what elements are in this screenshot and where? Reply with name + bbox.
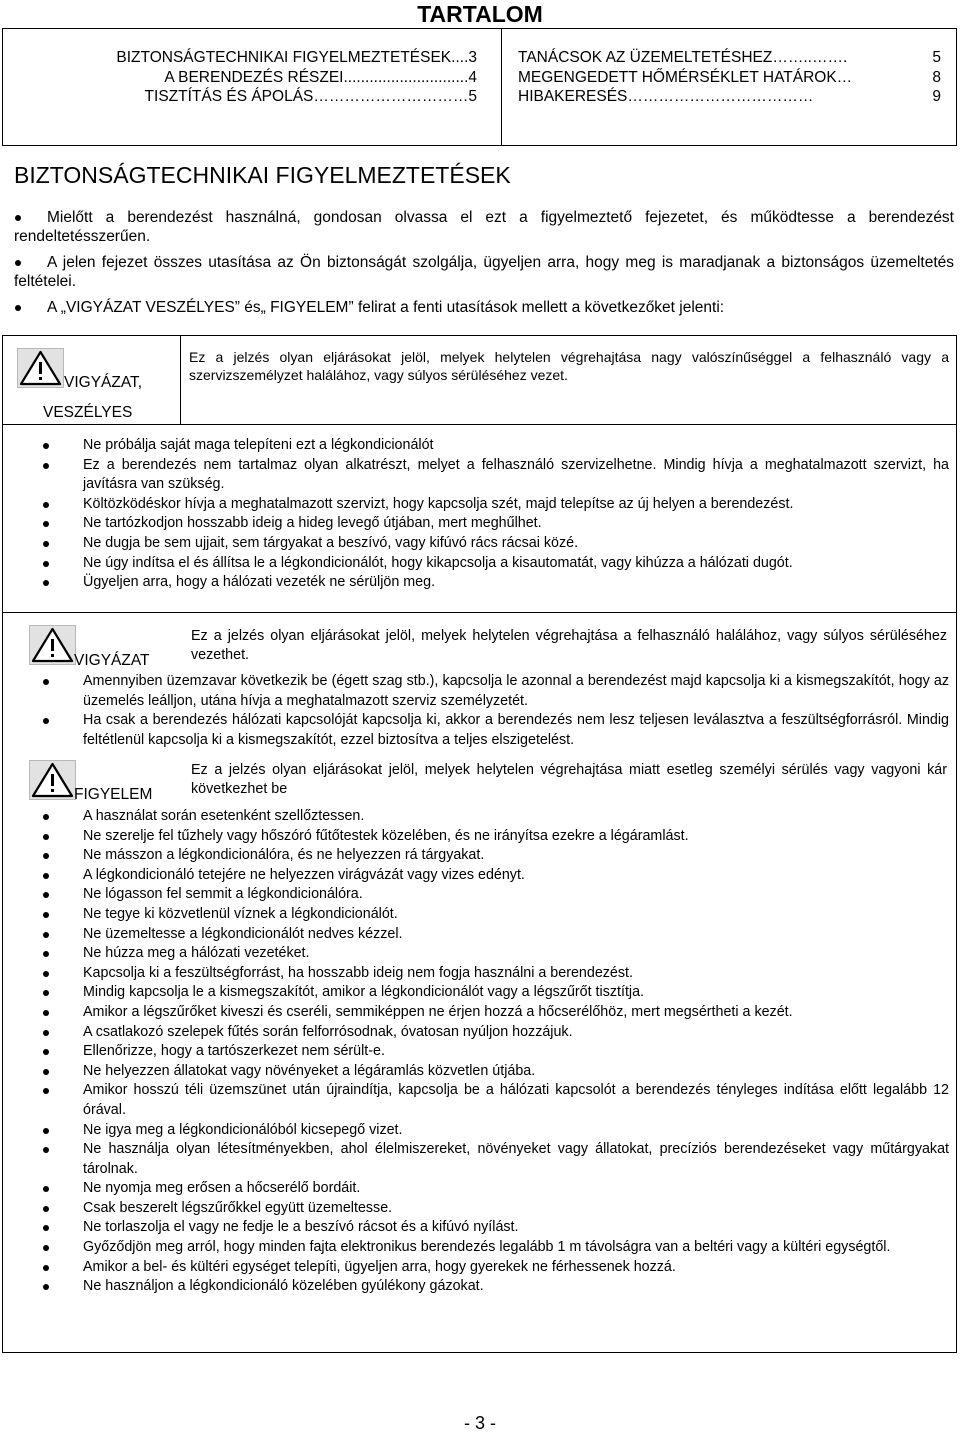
list-item: Ne torlaszolja el vagy ne fedje le a beszívó rácsot és a kifúvó nyílást. — [43, 1218, 949, 1238]
list-item: Csak beszerelt légszűrőkkel együtt üzemeltesse. — [43, 1199, 949, 1219]
toc-entry-temperature-limits[interactable] — [518, 68, 941, 88]
list-item: Amennyiben üzemzavar következik be (égett szag stb.), kapcsolja le azonnal a berendezést majd kapcsolja ki a kismegszakítót, hogy az üzemelés leálljon, utána hívja a meghatalmazott szerviz személyzetét. — [43, 672, 949, 711]
warning-triangle-icon — [29, 760, 76, 800]
toc-entry-page: 5 — [932, 49, 941, 66]
list-item: Ne másszon a légkondicionálóra, és ne helyezzen rá tárgyakat. — [43, 846, 949, 866]
list-item: Győződjön meg arról, hogy minden fajta elektronikus berendezés legalább 1 m távolságra van a beltéri vagy a kültéri egységtől. — [43, 1238, 949, 1258]
list-item: Ne igya meg a légkondicionálóból kicsepegő vizet. — [43, 1121, 949, 1141]
list-item: Amikor a légszűrőket kiveszi és cseréli, semmiképpen ne érjen hozzá a hőcserélőhöz, mert megsértheti a kezét. — [43, 1003, 949, 1023]
danger-description: Ez a jelzés olyan eljárásokat jelöl, melyek helytelen végrehajtása nagy valószínűséggel a felhasználó vagy a szervizszemélyzet halálához, vagy súlyos sérüléséhez vezet. — [189, 349, 949, 383]
danger-header-rule — [3, 424, 956, 425]
list-item: Ügyeljen arra, hogy a hálózati vezeték ne sérüljön meg. — [43, 573, 949, 593]
section-title: BIZTONSÁGTECHNIKAI FIGYELMEZTETÉSEK — [14, 162, 511, 188]
toc-entry-label: HIBAKERESÉS……………………………… — [518, 88, 814, 105]
caution-description: Ez a jelzés olyan eljárásokat jelöl, melyek helytelen végrehajtása a felhasználó halálához, vagy súlyos sérüléséhez vezethet. — [191, 628, 947, 663]
toc-entry-safety[interactable]: BIZTONSÁGTECHNIKAI FIGYELMEZTETÉSEK....3 — [116, 49, 477, 66]
danger-label-divider — [180, 336, 181, 424]
intro-item — [14, 298, 954, 317]
list-item: Ne húzza meg a hálózati vezetéket. — [43, 944, 949, 964]
bullet-icon — [15, 215, 21, 221]
list-item: Ne tegye ki közvetlenül víznek a légkondicionálót. — [43, 905, 949, 925]
toc-entry-label: TANÁCSOK AZ ÜZEMELTETÉSHEZ……..……. — [518, 49, 848, 66]
toc-entry-parts[interactable]: A BERENDEZÉS RÉSZEI.............................4 — [164, 68, 477, 86]
list-item: Ne dugja be sem ujjait, sem tárgyakat a beszívó, vagy kifúvó rács rácsai közé. — [43, 534, 949, 554]
intro-item — [14, 253, 954, 291]
toc-entry-page: 9 — [932, 88, 941, 105]
toc-divider — [501, 29, 502, 145]
list-item: Amikor a bel- és kültéri egységet telepíti, ügyeljen arra, hogy gyerekek ne férhessenek hozzá. — [43, 1258, 949, 1278]
warning-triangle-icon — [17, 348, 64, 388]
list-item: Ne lógasson fel semmit a légkondicionálóra. — [43, 885, 949, 905]
warnings-frame — [2, 335, 957, 1353]
intro-text: A „VIGYÁZAT VESZÉLYES” és„ FIGYELEM” felirat a fenti utasítások mellett a következőket jelenti: — [47, 299, 725, 316]
toc-entry-cleaning[interactable]: TISZTÍTÁS ÉS ÁPOLÁS…………………………5 — [144, 88, 477, 105]
warning-triangle-icon — [29, 625, 76, 665]
bullet-icon — [15, 260, 21, 266]
notice-label: FIGYELEM — [74, 786, 153, 803]
bullet-icon — [15, 305, 21, 311]
list-item: Ne üzemeltesse a légkondicionálót nedves kézzel. — [43, 925, 949, 945]
notice-description: Ez a jelzés olyan eljárásokat jelöl, melyek helytelen végrehajtása miatt esetleg személyi sérülés vagy vagyoni kár következhet be — [191, 762, 947, 797]
list-item: Költözködéskor hívja a meghatalmazott szervizt, hogy kapcsolja szét, majd telepítse az új helyen a berendezést. — [43, 495, 949, 515]
toc-entry-page: 8 — [932, 68, 941, 86]
danger-label: VIGYÁZAT, — [64, 374, 143, 391]
toc-entry-tips[interactable] — [518, 48, 941, 68]
list-item: Mindig kapcsolja le a kismegszakítót, amikor a légkondicionálót vagy a légszűrőt tisztítja. — [43, 983, 949, 1003]
notice-list — [43, 807, 949, 1297]
danger-section-rule — [3, 612, 956, 613]
intro-item — [14, 208, 954, 246]
toc-entry-troubleshooting[interactable] — [518, 87, 941, 107]
danger-list — [43, 436, 949, 593]
list-item: Ez a berendezés nem tartalmaz olyan alkatrészt, melyet a felhasználó szervizelhetne. Mindig hívja a meghatalmazott szervizt, ha javításra van szükség. — [43, 456, 949, 495]
list-item: Ne próbálja saját maga telepíteni ezt a légkondicionálót — [43, 436, 949, 456]
list-item: Ne tartózkodjon hosszabb ideig a hideg levegő útjában, mert meghűlhet. — [43, 514, 949, 534]
list-item: Kapcsolja ki a feszültségforrást, ha hosszabb ideig nem fogja használni a berendezést. — [43, 964, 949, 984]
list-item: Ellenőrizze, hogy a tartószerkezet nem sérült-e. — [43, 1042, 949, 1062]
toc-box — [2, 28, 957, 146]
page-number: - 3 - — [463, 1413, 496, 1433]
intro-text: A jelen fejezet összes utasítása az Ön biztonságát szolgálja, ügyeljen arra, hogy meg is maradjanak a biztonságos üzemeltetés feltételei. — [14, 254, 954, 290]
caution-label: VIGYÁZAT — [74, 652, 150, 669]
caution-list — [43, 672, 949, 750]
toc-title: TARTALOM — [417, 1, 543, 27]
list-item: Amikor hosszú téli üzemszünet után újraindítja, kapcsolja be a hálózati kapcsolót a berendezés tényleges indítása előtt legalább 12 órával. — [43, 1081, 949, 1120]
intro-text: Mielőtt a berendezést használná, gondosan olvassa el ezt a figyelmeztető fejezetet, és működtesse a berendezést rendeltetésszerűen. — [14, 209, 954, 245]
list-item: A használat során esetenként szellőztessen. — [43, 807, 949, 827]
list-item: A légkondicionáló tetejére ne helyezzen virágvázát vagy vizes edényt. — [43, 866, 949, 886]
toc-entry-label: MEGENGEDETT HŐMÉRSÉKLET HATÁROK… — [518, 68, 853, 86]
toc-left-column — [25, 48, 477, 107]
list-item: Ne helyezzen állatokat vagy növényeket a légáramlás közvetlen útjába. — [43, 1062, 949, 1082]
list-item: Ne szerelje fel tűzhely vagy hőszóró fűtőtestek közelében, és ne irányítsa ezekre a légáramlást. — [43, 827, 949, 847]
list-item: Ne használja olyan létesítményekben, ahol élelmiszereket, növényeket vagy állatokat, precíziós berendezéseket vagy műtárgyakat tárolnak. — [43, 1140, 949, 1179]
list-item: Ha csak a berendezés hálózati kapcsolóját kapcsolja ki, akkor a berendezés nem lesz teljesen leválasztva a feszültségforrásról. Mindig feltétlenül kapcsolja ki a kismegszakítót, ezzel biztosítva a teljes elszigetelést. — [43, 711, 949, 750]
list-item: Ne úgy indítsa el és állítsa le a légkondicionálót, hogy kikapcsolja a kisautomatát, vagy kihúzza a hálózati dugót. — [43, 554, 949, 574]
list-item: Ne nyomja meg erősen a hőcserélő bordáit. — [43, 1179, 949, 1199]
list-item: Ne használjon a légkondicionáló közelében gyúlékony gázokat. — [43, 1277, 949, 1297]
danger-label: VESZÉLYES — [43, 404, 133, 421]
list-item: A csatlakozó szelepek fűtés során felforrósodnak, óvatosan nyúljon hozzájuk. — [43, 1023, 949, 1043]
toc-right-column — [518, 48, 941, 107]
